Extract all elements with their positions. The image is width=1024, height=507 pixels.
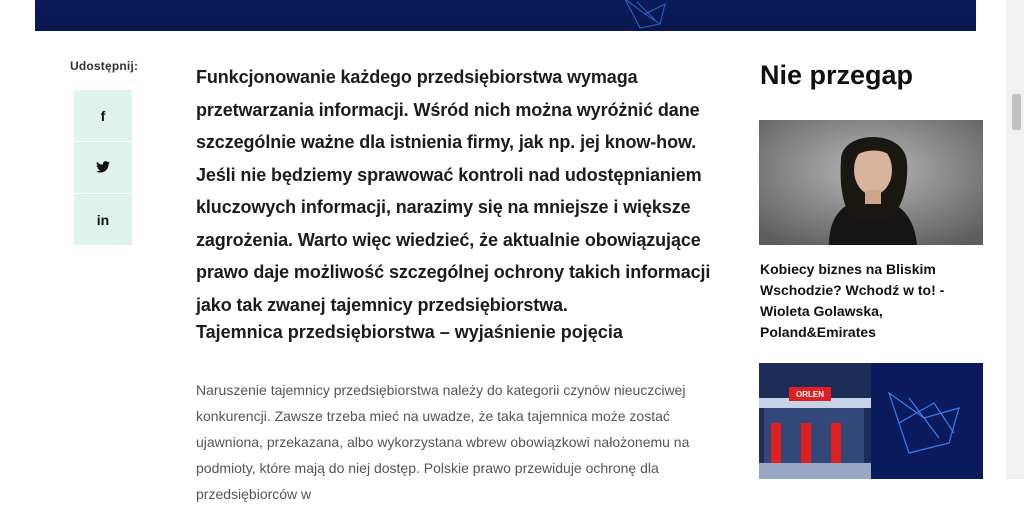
scrollbar-thumb[interactable] — [1012, 94, 1021, 130]
card-image-orlen[interactable] — [759, 363, 983, 479]
body-paragraph: Naruszenie tajemnicy przedsiębiorstwa należy do kategorii czynów nieuczciwej konkurencji. Zawsze trzeba mieć na uwadze, że taka tajemnica może zostać ujawniona, przekazana, albo wykorzystana wbrew obowiązkowi nałożonemu na podmioty, które mają do niej dostęp. Polskie prawo przewiduje ochronę dla przedsiębiorców w — [196, 382, 690, 502]
linkedin-icon: in — [96, 211, 110, 228]
section-heading: Tajemnica przedsiębiorstwa – wyjaśnienie pojęcia — [196, 322, 623, 342]
sidebar-card-title[interactable]: Kobiecy biznes na Bliskim Wschodzie? Wchodź w to! - Wioleta Golawska, Poland&Emirates — [760, 261, 945, 340]
page-scrollbar[interactable] — [1006, 0, 1024, 479]
twitter-icon — [96, 160, 110, 176]
sidebar-title: Nie przegap — [760, 60, 914, 90]
share-twitter-button[interactable] — [74, 142, 132, 193]
article-lead — [196, 61, 726, 321]
lead-paragraph: Funkcjonowanie każdego przedsiębiorstwa wymaga przetwarzania informacji. Wśród nich można wyróżnić dane szczególnie ważne dla istnienia firmy, jak np. jej know-how. Jeśli nie będziemy sprawować kontroli nad udostępnianiem kluczowych informacji, narazimy się na mniejsze i większe zagrożenia. Warto więc wiedzieć, że aktualnie obowiązujące prawo daje możliwość szczególnej ochrony takich informacji jako tak zwanej tajemnicy przedsiębiorstwa. — [196, 67, 711, 315]
orlen-sign: ORLEN — [796, 390, 824, 399]
share-facebook-button[interactable] — [74, 90, 132, 141]
share-linkedin-button[interactable] — [74, 194, 132, 245]
card-image-portrait[interactable] — [759, 120, 983, 245]
network-graphic-icon — [615, 0, 735, 31]
share-label: Udostępnij: — [70, 59, 139, 73]
facebook-icon: f — [100, 107, 106, 124]
hero-banner-image — [35, 0, 976, 31]
